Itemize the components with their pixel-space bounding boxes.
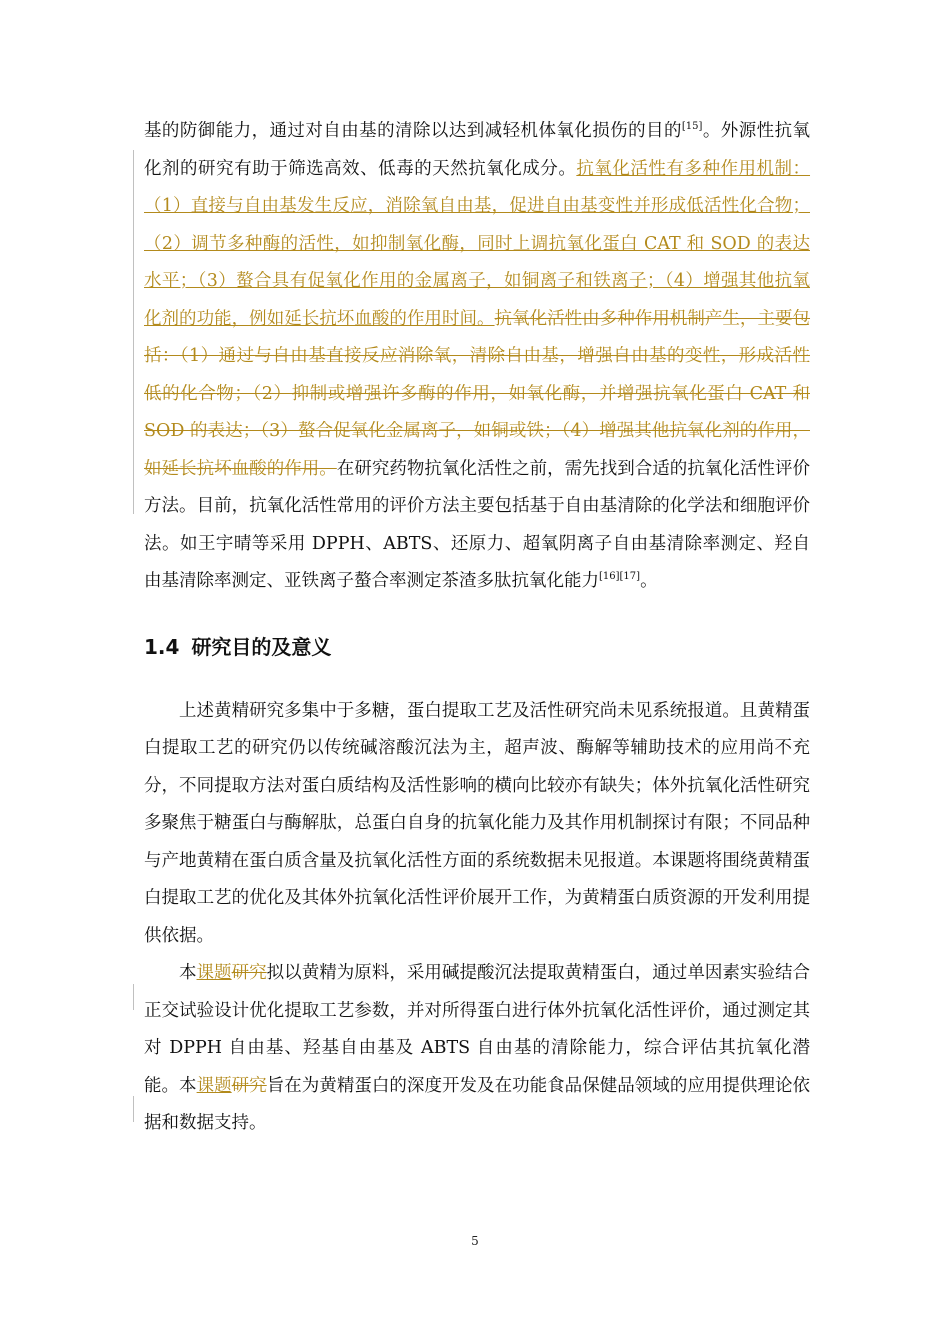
tracked-deletion[interactable]: 研究 bbox=[231, 963, 267, 983]
change-bar bbox=[133, 1096, 134, 1122]
body-text: 在研究药物抗氧化活性之前，需先找到合适的抗氧化活性评价方法。目前，抗氧化活性常用的评价方法主要包括基于自由基清除的化学法和细胞评价法。如王宇晴等采用 DPPH、ABTS、还原力、超氧阴离子自由基清除率测定、羟自由基清除率测定、亚铁离子螯合率测定茶渣多肽抗氧化能力 bbox=[144, 458, 810, 591]
citation: [15] bbox=[681, 121, 703, 133]
document-body bbox=[144, 113, 810, 1143]
section-number: 1.4 bbox=[144, 634, 180, 659]
body-text: 。外源性抗氧化剂的研究有助于筛选高效、低毒的天然抗氧化成分。 bbox=[144, 121, 810, 179]
tracked-insertion[interactable]: 抗氧化活性有多种作用机制：（1）直接与自由基发生反应，消除氧自由基，促进自由基变性并形成低活性化合物；（2）调节多种酶的活性，如抑制氧化酶，同时上调抗氧化蛋白 CAT 和 SOD 的表达水平；（3）螯合具有促氧化作用的金属离子，如铜离子和铁离子；（4）增强其他抗氧化剂的功能，例如延长抗坏血酸的作用时间。 bbox=[144, 158, 811, 329]
tracked-deletion[interactable]: 研究 bbox=[231, 1075, 267, 1096]
body-text: 上述黄精研究多集中于多糖，蛋白提取工艺及活性研究尚未见系统报道。且黄精蛋白提取工艺的研究仍以传统碱溶酸沉法为主，超声波、酶解等辅助技术的应用尚不充分，不同提取方法对蛋白质结构及活性影响的横向比较亦有缺失；体外抗氧化活性研究多聚焦于糖蛋白与酶解肽，总蛋白自身的抗氧化能力及其作用机制探讨有限；不同品种与产地黄精在蛋白质含量及抗氧化活性方面的系统数据未见报道。本课题将围绕黄精蛋白提取工艺的优化及其体外抗氧化活性评价展开工作，为黄精蛋白质资源的开发利用提供依据。 bbox=[144, 700, 810, 946]
body-text: 本 bbox=[179, 963, 197, 983]
body-text: 基的防御能力，通过对自由基的清除以达到减轻机体氧化损伤的目的 bbox=[144, 121, 682, 141]
section-title: 研究目的及意义 bbox=[191, 634, 332, 659]
citation: [16][17] bbox=[599, 571, 641, 583]
paragraph-background bbox=[144, 693, 810, 956]
section-heading bbox=[144, 629, 810, 665]
paragraph-objective bbox=[144, 955, 810, 1143]
change-bar bbox=[133, 150, 134, 514]
body-text: 拟以黄精为原料，采用碱提酸沉法提取黄精蛋白，通过单因素实验结合正交试验设计优化提取工艺参数，并对所得蛋白进行体外抗氧化活性评价，通过测定其对 DPPH 自由基、羟基自由基及 ABTS 自由基的清除能力，综合评估其抗氧化潜能。本 bbox=[144, 963, 811, 1096]
paragraph-antioxidant bbox=[144, 113, 810, 601]
body-text: 。 bbox=[640, 571, 658, 591]
body-text: 旨在为黄精蛋白的深度开发及在功能食品保健品领域的应用提供理论依据和数据支持。 bbox=[144, 1075, 811, 1133]
tracked-insertion[interactable]: 课题 bbox=[196, 963, 232, 983]
tracked-deletion[interactable]: 抗氧化活性由多种作用机制产生，主要包括：（1）通过与自由基直接反应消除氧，清除自由基，增强自由基的变性，形成活性低的化合物；（2）抑制或增强许多酶的作用，如氧化酶，并增强抗氧化蛋白 CAT 和 SOD 的表达；（3）螯合促氧化金属离子，如铜或铁；（4）增强其他抗氧化剂的作用，如延长抗坏血酸的作用。 bbox=[144, 308, 811, 479]
change-bar bbox=[133, 984, 134, 1010]
tracked-insertion[interactable]: 课题 bbox=[196, 1075, 232, 1096]
page-number: 5 bbox=[471, 1234, 479, 1248]
